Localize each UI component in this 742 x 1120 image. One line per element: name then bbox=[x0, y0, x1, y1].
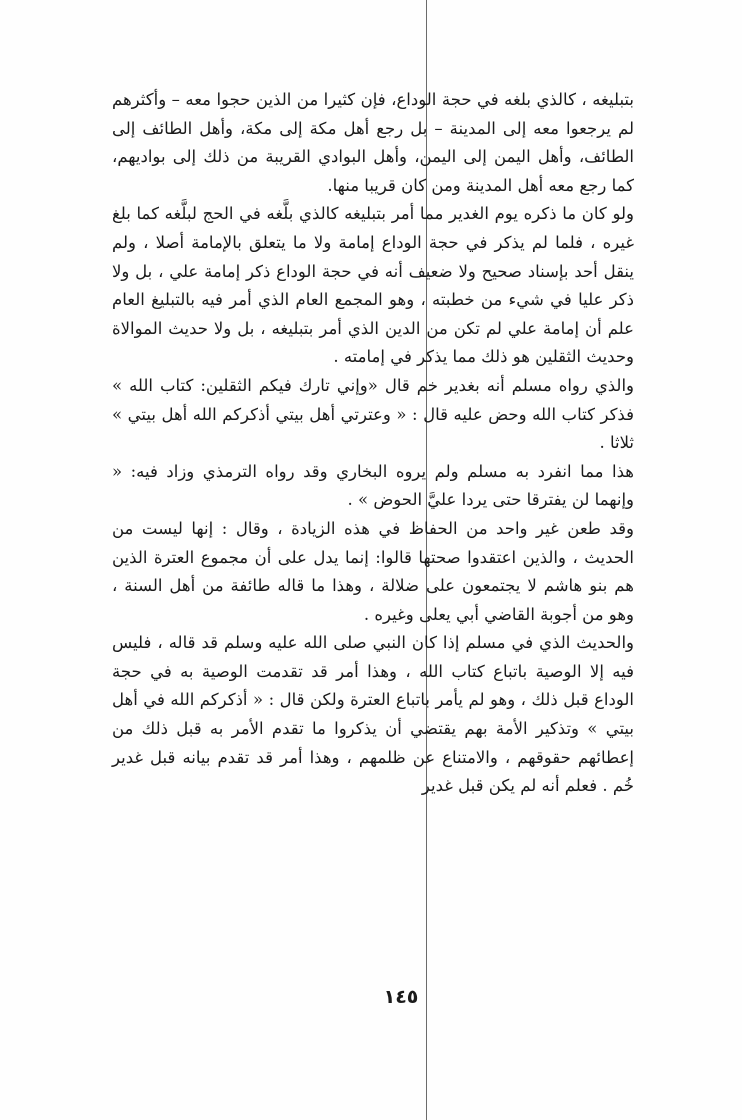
page-number: ١٤٥ bbox=[383, 986, 419, 1008]
paragraph: والذي رواه مسلم أنه بغدير خم قال «وإني تارك فيكم الثقلين: كتاب الله » فذكر كتاب الله وحض عليه قال : « وعترتي أهل بيتي أذكركم الله أهل بيتي » ثلاثا . bbox=[112, 375, 634, 453]
paragraph: هذا مما انفرد به مسلم ولم يروه البخاري وقد رواه الترمذي وزاد فيه: « وإنهما لن يفترقا حتى يردا عليَّ الحوض » . bbox=[112, 461, 634, 510]
paragraph: بتبليغه ، كالذي بلغه في حجة الوداع، فإن كثيرا من الذين حجوا معه – وأكثرهم لم يرجعوا معه إلى المدينة – بل رجع أهل مكة إلى مكة، وأهل الطائف إلى الطائف، وأهل اليمن إلى اليمن، وأهل البوادي القريبة من ذلك إلى بواديهم، كما رجع معه أهل المدينة ومن كان قريبا منها. bbox=[112, 90, 634, 195]
paragraph: والحديث الذي في مسلم إذا كان النبي صلى الله عليه وسلم قد قاله ، فليس فيه إلا الوصية باتباع كتاب الله ، وهذا أمر قد تقدمت الوصية به في حجة الوداع قبل ذلك ، وهو لم يأمر باتباع العترة ولكن قال : « أذكركم الله في أهل بيتي » وتذكير الأمة بهم يقتضي أن يذكروا ما تقدم الأمر به قبل ذلك من إعطائهم حقوقهم ، والامتناع عن ظلمهم ، وهذا أمر قد تقدم بيانه قبل غدير خُم . فعلم أنه لم يكن قبل غدير bbox=[112, 633, 634, 796]
paragraph: وقد طعن غير واحد من الحفاظ في هذه الزيادة ، وقال : إنها ليست من الحديث ، والذين اعتقدوا صحتها قالوا: إنما يدل على أن مجموع العترة الذين هم بنو هاشم لا يجتمعون على ضلالة ، وهذا ما قاله طائفة من أهل السنة ، وهو من أجوبة القاضي أبي يعلى وغيره . bbox=[112, 518, 634, 624]
paragraph: ولو كان ما ذكره يوم الغدير مما أمر بتبليغه كالذي بلَّغه في الحج لبلَّغه كما بلغ غيره ، فلما لم يذكر في حجة الوداع إمامة ولا ما يتعلق بالإمامة أصلا ، ولم ينقل أحد بإسناد صحيح ولا ضعيف أنه في حجة الوداع ذكر إمامة علي ، بل ولا ذكر عليا في شيء من خطبته ، وهو المجمع العام الذي أمر فيه بالتبليغ العام علم أن إمامة علي لم تكن من الدين الذي أمر بتبليغه ، بل ولا حديث الموالاة وحديث الثقلين هو ذلك مما يذكر في إمامته . bbox=[112, 204, 634, 367]
page-body-text bbox=[112, 86, 634, 801]
